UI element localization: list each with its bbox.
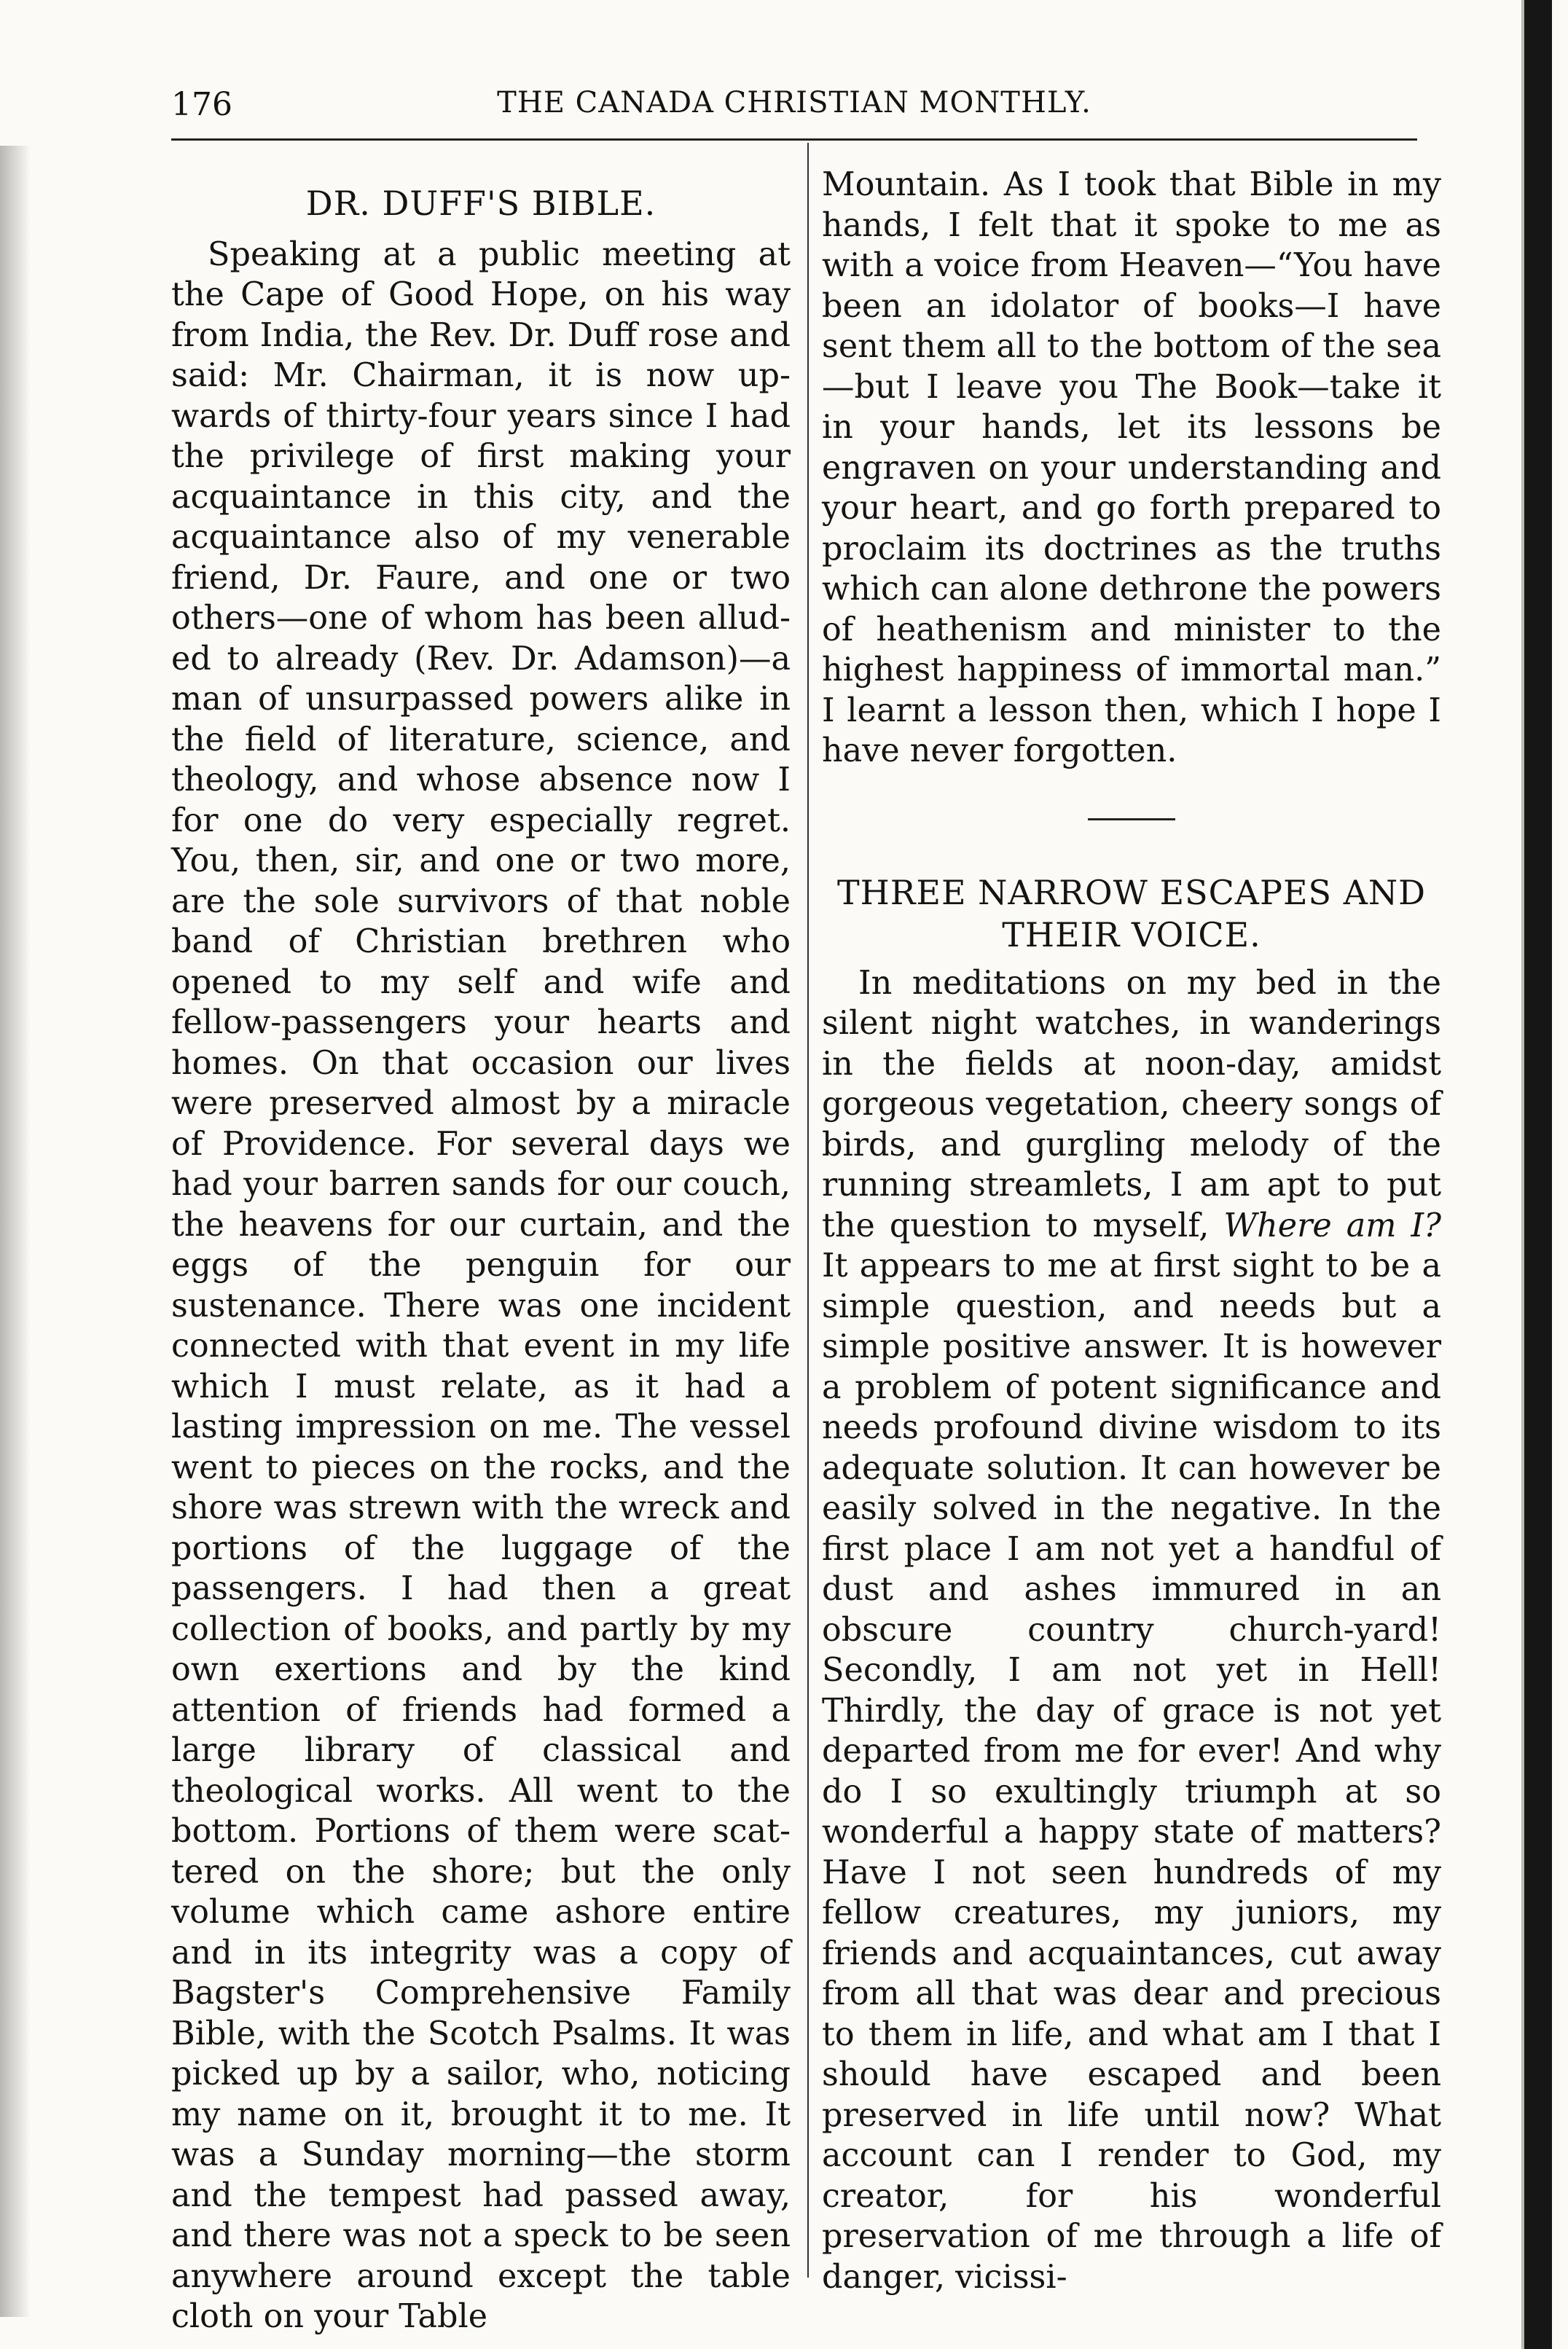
page-margin-bar — [1524, 0, 1552, 2349]
paragraph-text: In meditations on my bed in the silent night watches, in wanderings in the fields at noon-day, amidst gorgeous vegetation, cheery songs of birds, and gurgling melody of the running streamlets, I am apt to put the question to myself, — [822, 964, 1441, 1244]
article-title-line: THREE NARROW ESCAPES AND — [836, 872, 1427, 912]
column-divider — [807, 143, 809, 2278]
article-title-line: THEIR VOICE. — [1002, 914, 1261, 954]
article-paragraph — [822, 963, 1441, 2298]
article-title-three-narrow-escapes — [822, 871, 1441, 956]
paragraph-text: It appears to me at first sight to be a simple question, and needs but a simple positive answer. It is however a problem of potent significance and needs profound divine wisdom to its adequate solution. It can however be easily solved in the negative. In the first place I am not yet a handful of dust and ashes immured in an obscure country church-yard! Secondly, I am not yet in Hell! Thirdly, the day of grace is not yet departed from me for ever! And why do I so exultingly triumph at so wonderful a happy state of matters? Have I not seen hundreds of my fellow creatures, my juniors, my friends and acquaintances, cut away from all that was dear and precious to them in life, and what am I that I should have escaped and been preserved in life until now? What account can I render to God, my creator, for his wonderful preservation of me through a life of danger, vicissi- — [822, 1247, 1441, 2296]
page-number: 176 — [171, 86, 232, 123]
page-margin-edge — [1521, 0, 1524, 2349]
header-rule — [171, 138, 1417, 141]
article-title-duffs-bible: DR. DUFF'S BIBLE. — [305, 184, 656, 223]
article-paragraph-continuation: Mountain. As I took that Bible in my hands, I felt that it spoke to me as with a voice from Heaven—“You have been an idolator of books—I have sent them all to the bottom of the sea—but I leave you The Book—take it in your hands, let its lessons be engraven on your understanding and your heart, and go forth prepared to proclaim its doctrines as the truths which can alone dethrone the powers of heathenism and minister to the highest happiness of immortal man.” I learnt a lesson then, which I hope I have never forgotten. — [822, 166, 1441, 769]
italic-question: Where am I? — [1223, 1207, 1441, 1244]
left-column — [171, 175, 791, 2337]
article-paragraph: Speaking at a public meeting at the Cape of Good Hope, on his way from India, the Rev. Dr. Duff rose and said: Mr. Chairman, it is now upwards of thirty-four years since I had the privilege of first making your acquaintance in this city, and the acquaintance also of my venerable friend, Dr. Faure, and one or two others—one of whom has been alluded to already (Rev. Dr. Adamson)—a man of unsurpassed powers alike in the field of literature, science, and theology, and whose absence now I for one do very especially regret. You, then, sir, and one or two more, are the sole survivors of that noble band of Christian brethren who opened to my self and wife and fellow-passengers your hearts and homes. On that occasion our lives were preserved almost by a miracle of Providence. For several days we had your barren sands for our couch, the heavens for our curtain, and the eggs of the penguin for our sustenance. There was one incident connected with that event in my life which I must relate, as it had a lasting impression on me. The vessel went to pieces on the rocks, and the shore was strewn with the wreck and portions of the luggage of the passengers. I had then a great collection of books, and partly by my own exertions and by the kind attention of friends had formed a large library of classical and theological works. All went to the bottom. Portions of them were scattered on the shore; but the only volume which came ashore entire and in its integrity was a copy of Bagster's Comprehensive Family Bible, with the Scotch Psalms. It was picked up by a sailor, who, noticing my name on it, brought it to me. It was a Sunday morning—the storm and the tempest had passed away, and there was not a speck to be seen anywhere around except the table cloth on your Table — [171, 235, 791, 2335]
running-title: THE CANADA CHRISTIAN MONTHLY. — [497, 86, 1091, 119]
right-column — [822, 165, 1441, 2297]
page-edge-shadow — [0, 146, 31, 2317]
page-header — [171, 86, 1417, 130]
article-separator — [1088, 818, 1175, 820]
